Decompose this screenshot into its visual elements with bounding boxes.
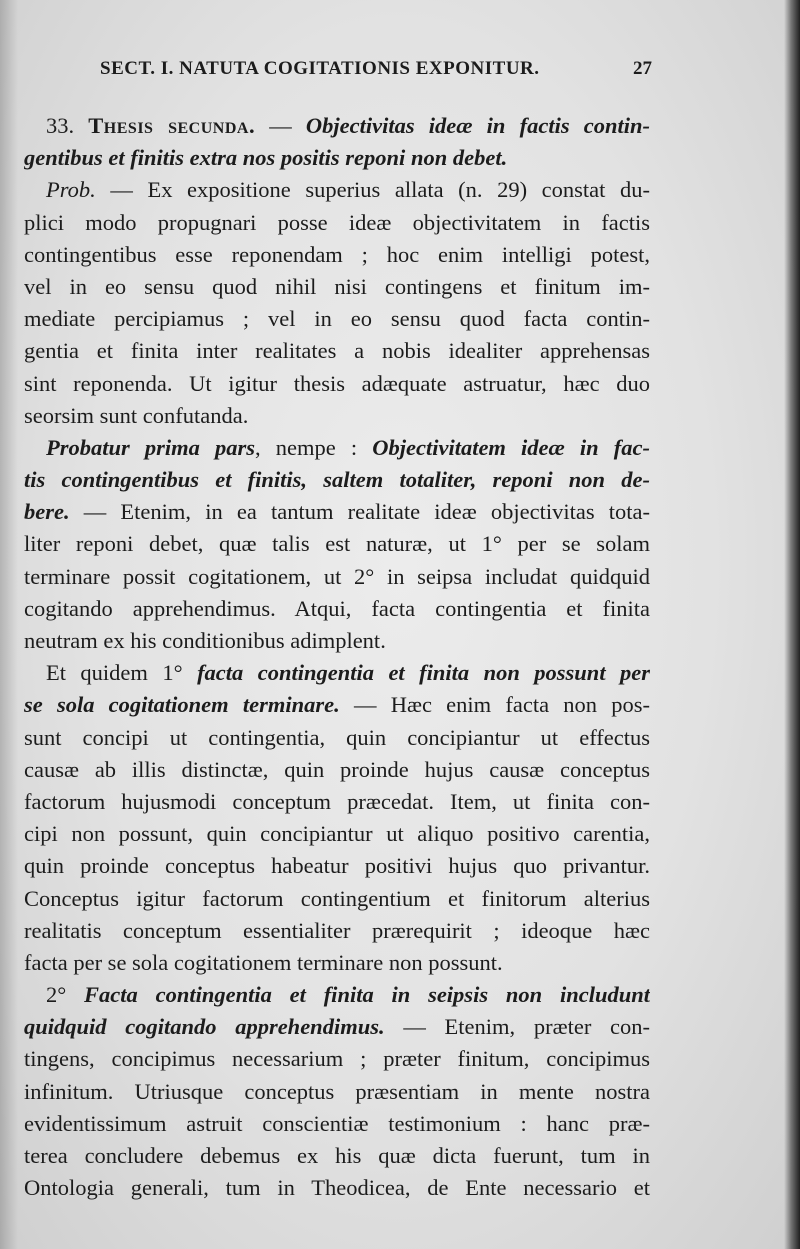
text-line xyxy=(24,496,650,528)
text-run: terea concludere debemus ex his quæ dicta fuerunt, tum in xyxy=(24,1143,650,1168)
text-run: , nempe : xyxy=(255,434,373,460)
text-line xyxy=(24,239,650,271)
text-line xyxy=(24,174,650,206)
text-line xyxy=(24,786,650,818)
text-line xyxy=(24,1108,650,1140)
page-number: 27 xyxy=(633,58,652,79)
text-run: facta per se sola cogitationem terminare non possunt. xyxy=(24,949,503,975)
text-run: Objectivitas ideæ in factis contin- xyxy=(305,113,650,138)
text-run: vel in eo sensu quod nihil nisi contingens et finitum im- xyxy=(24,273,650,299)
text-run: facta contingentia et finita non possunt per xyxy=(197,660,650,686)
text-line xyxy=(24,368,650,400)
text-run: — Ex expositione superius allata (n. 29) constat du- xyxy=(95,177,650,203)
page-edge-shadow xyxy=(784,0,800,1249)
text-run: factorum hujusmodi conceptum præcedat. Item, ut finita con- xyxy=(24,788,650,814)
text-run: sunt concipi ut contingentia, quin concipiantur ut effectus xyxy=(24,724,650,750)
text-line xyxy=(24,625,650,657)
text-line xyxy=(24,979,650,1011)
text-run: bere. xyxy=(24,499,70,525)
text-run: 2° xyxy=(46,982,85,1008)
text-run: realitatis conceptum essentialiter prærequirit ; ideoque hæc xyxy=(24,917,650,943)
text-line xyxy=(24,722,650,754)
text-line xyxy=(24,1043,650,1075)
text-line xyxy=(24,689,650,721)
text-line xyxy=(24,207,650,239)
text-run: cogitando apprehendimus. Atqui, facta contingentia et finita xyxy=(24,595,650,621)
text-line xyxy=(24,915,650,947)
text-line xyxy=(24,432,650,464)
text-run: evidentissimum astruit conscientiæ testimonium : hanc præ- xyxy=(24,1110,650,1136)
text-run: — Etenim, in ea tantum realitate ideæ objectivitas tota- xyxy=(69,499,650,525)
text-line xyxy=(24,464,650,496)
text-run: Probatur prima pars xyxy=(46,434,256,460)
text-run: terminare possit cogitationem, ut 2° in seipsa includat quidquid xyxy=(24,563,650,589)
text-run: — Etenim, præter con- xyxy=(384,1014,650,1040)
text-run: infinitum. Utriusque conceptus præsentiam in mente nostra xyxy=(24,1078,650,1104)
text-run: Objectivitatem ideæ in fac- xyxy=(372,434,650,460)
running-head-title: SECT. I. NATUTA COGITATIONIS EXPONITUR. xyxy=(100,58,540,79)
text-line xyxy=(24,754,650,786)
text-run: — Hæc enim facta non pos- xyxy=(339,692,650,718)
text-run: — xyxy=(255,113,306,138)
text-run: neutram ex his conditionibus adimplent. xyxy=(24,628,386,653)
text-run: plici modo propugnari posse ideæ objectivitatem in factis xyxy=(24,209,650,235)
text-run: Ontologia generali, tum in Theodicea, de Ente necessario et xyxy=(24,1175,650,1201)
text-line xyxy=(24,271,650,303)
text-line xyxy=(24,1172,650,1204)
text-run: seorsim sunt confutanda. xyxy=(24,402,249,428)
text-run: causæ ab illis distinctæ, quin proinde hujus causæ conceptus xyxy=(24,756,650,782)
text-line xyxy=(24,400,650,432)
body-text xyxy=(24,110,650,1204)
text-line xyxy=(24,1011,650,1043)
text-line xyxy=(24,850,650,882)
text-line xyxy=(24,528,650,560)
text-line xyxy=(24,110,650,142)
text-line xyxy=(24,335,650,367)
text-run: Conceptus igitur factorum contingentium et finitorum alterius xyxy=(24,885,650,911)
text-run: gentia et finita inter realitates a nobis idealiter apprehensas xyxy=(24,338,650,364)
text-line xyxy=(24,947,650,979)
text-run: mediate percipiamus ; vel in eo sensu quod facta contin- xyxy=(24,306,650,332)
text-line xyxy=(24,818,650,850)
text-run: tis contingentibus et finitis, saltem totaliter, reponi non de- xyxy=(24,467,650,493)
text-line xyxy=(24,1076,650,1108)
text-line xyxy=(24,593,650,625)
text-run: Facta contingentia et finita in seipsis non includunt xyxy=(84,982,650,1008)
text-run: Prob. xyxy=(46,177,96,203)
text-line xyxy=(24,883,650,915)
text-line xyxy=(24,142,650,174)
text-run: liter reponi debet, quæ talis est naturæ, ut 1° per se solam xyxy=(24,531,650,557)
text-run: 33. xyxy=(46,113,89,138)
text-run: quidquid cogitando apprehendimus. xyxy=(24,1014,385,1040)
text-line xyxy=(24,561,650,593)
running-head xyxy=(100,58,660,88)
text-run: tingens, concipimus necessarium ; præter finitum, concipimus xyxy=(24,1046,650,1072)
page-gutter-shadow xyxy=(0,0,18,1249)
text-run: se sola cogitationem terminare. xyxy=(24,692,340,718)
text-run: contingentibus esse reponendam ; hoc enim intelligi potest, xyxy=(24,241,650,267)
text-line xyxy=(24,303,650,335)
text-run: sint reponenda. Ut igitur thesis adæquate astruatur, hæc duo xyxy=(24,370,650,396)
text-run: Thesis secunda. xyxy=(88,113,256,138)
text-line xyxy=(24,1140,650,1172)
text-run: gentibus et finitis extra nos positis reponi non debet. xyxy=(24,145,508,171)
text-line xyxy=(24,657,650,689)
text-run: Et quidem 1° xyxy=(46,660,198,686)
text-run: cipi non possunt, quin concipiantur ut aliquo positivo carentia, xyxy=(24,821,650,847)
text-run: quin proinde conceptus habeatur positivi hujus quo privantur. xyxy=(24,853,650,879)
